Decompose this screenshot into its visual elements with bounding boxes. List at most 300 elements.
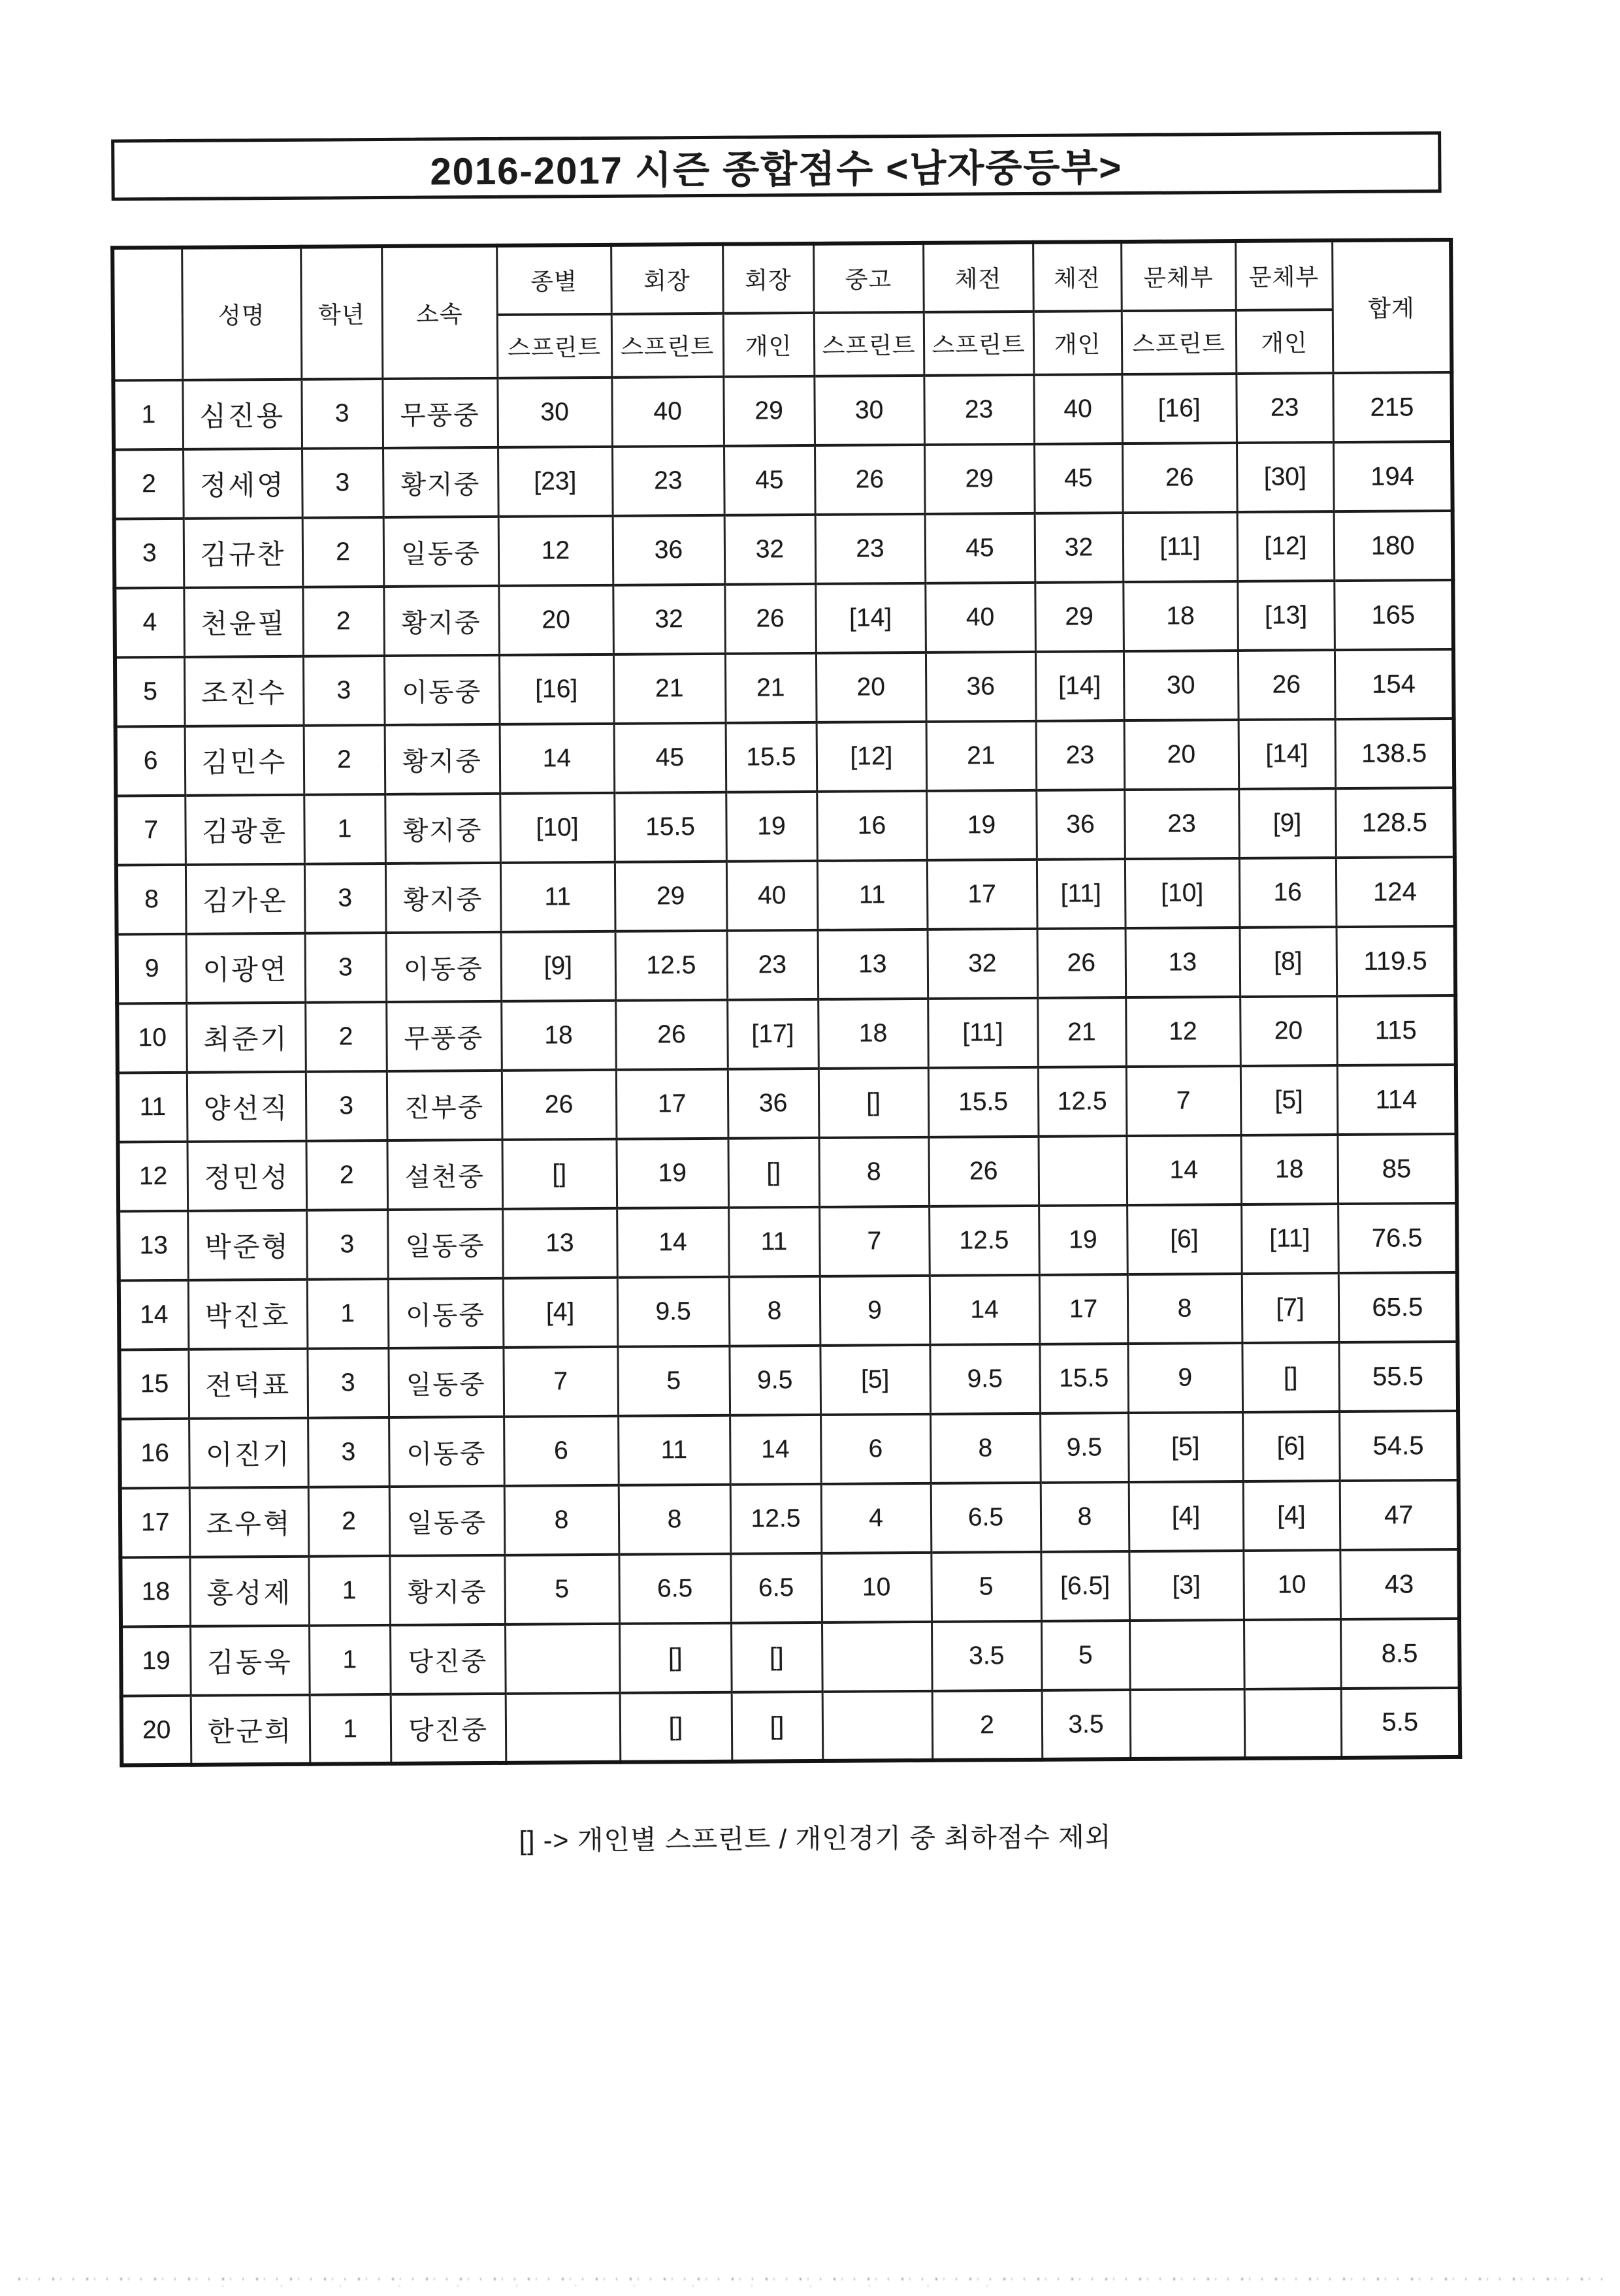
school-cell: 황지중 [385,863,501,933]
school-cell: 무풍중 [386,1001,502,1071]
score-cell: 17 [1039,1274,1128,1344]
score-cell: 32 [613,585,725,655]
table-row [116,857,1455,935]
total-cell: 43 [1340,1549,1459,1619]
table-row [121,1619,1460,1696]
grade-cell: 3 [301,379,383,449]
name-cell: 정세영 [183,449,302,519]
score-cell: 45 [1034,444,1123,513]
score-cell: 11 [500,862,615,932]
header-race-type: 개인 [723,313,815,377]
score-cell: 9.5 [930,1344,1040,1414]
table-row [114,580,1453,658]
score-cell: 12.5 [929,1206,1039,1276]
score-cell: [] [620,1692,732,1762]
score-cell: 26 [1037,928,1126,998]
header-race-type: 스프린트 [814,312,924,376]
school-cell: 일동중 [389,1486,505,1556]
score-cell: 21 [1037,997,1126,1067]
score-table [110,238,1462,1768]
score-cell: 12 [1126,997,1240,1067]
score-cell: 21 [926,721,1037,791]
total-cell: 85 [1337,1134,1457,1204]
name-cell: 한군희 [191,1695,310,1765]
score-cell: [4] [1243,1481,1340,1551]
grade-cell: 1 [304,794,385,864]
total-cell: 119.5 [1336,926,1456,996]
score-cell: [6.5] [1041,1551,1129,1621]
score-cell: [9] [1239,788,1336,858]
table-row [115,649,1454,727]
grade-cell: 3 [303,656,385,726]
score-cell: 9 [820,1276,930,1346]
name-cell: 김가온 [186,864,305,934]
header-event: 체전 [1033,242,1122,312]
grade-cell: 1 [308,1556,390,1626]
score-cell: 15.5 [1039,1344,1128,1414]
score-cell: [9] [501,931,616,1001]
score-cell: 5 [931,1552,1041,1622]
score-cell: 12.5 [730,1484,822,1554]
rank-cell: 18 [120,1557,190,1627]
score-cell [1244,1689,1342,1758]
score-cell: 8 [729,1276,820,1346]
header-event: 종별 [496,245,611,315]
name-cell: 정민성 [187,1141,306,1211]
score-cell: 14 [500,724,615,794]
score-cell: [10] [1125,858,1240,928]
score-cell: 5 [1041,1621,1130,1690]
score-cell: 10 [1243,1550,1340,1620]
table-row [113,372,1452,450]
score-cell: 13 [502,1208,617,1278]
table-row [119,1272,1458,1350]
score-cell: 7 [1126,1066,1241,1136]
score-cell: 15.5 [928,1067,1039,1137]
score-cell: 18 [1123,581,1238,651]
score-cell: 8 [619,1485,731,1555]
name-cell: 양선직 [187,1072,306,1142]
score-cell: 29 [615,862,727,931]
total-cell: 55.5 [1338,1342,1458,1412]
grade-cell: 3 [306,1210,388,1280]
score-cell: [23] [498,447,613,517]
score-cell: 8 [930,1414,1041,1483]
score-cell: 45 [614,723,726,793]
document-title: 2016-2017 시즌 종합점수 <남자중등부> [430,146,1123,193]
score-cell: 19 [1039,1205,1127,1275]
score-cell [1038,1136,1127,1206]
rank-cell: 14 [119,1280,189,1350]
score-cell: 26 [502,1070,617,1140]
score-cell: 30 [1124,651,1239,720]
score-cell: 32 [724,515,816,585]
header-race-type: 스프린트 [1122,310,1237,374]
table-row [118,1065,1457,1142]
rank-cell: 3 [114,519,184,589]
score-cell: [3] [1129,1551,1244,1621]
score-cell: 17 [927,860,1037,930]
score-cell: 12 [498,516,613,586]
score-cell: 18 [501,1001,616,1071]
name-cell: 이광연 [186,933,306,1003]
score-cell: 12.5 [615,931,728,1001]
grade-cell: 3 [304,864,386,933]
score-cell: [11] [1037,859,1126,929]
score-cell: [] [1242,1342,1339,1412]
header-race-type: 스프린트 [497,314,612,378]
school-cell: 황지중 [385,794,500,864]
score-cell: [12] [1237,511,1335,581]
rank-cell: 10 [117,1003,187,1073]
total-cell: 194 [1333,442,1453,511]
score-cell: 3.5 [932,1621,1042,1691]
name-cell: 조진수 [184,656,304,726]
name-cell: 김광훈 [185,795,304,865]
name-cell: 최준기 [186,1003,306,1073]
score-cell: [11] [1123,512,1238,582]
total-cell: 76.5 [1338,1203,1457,1273]
score-cell: 16 [817,791,927,861]
grade-cell: 3 [302,448,383,518]
school-cell: 이동중 [384,655,500,725]
score-cell: [8] [1240,927,1337,997]
score-cell: 36 [1036,790,1125,860]
score-cell: 14 [1126,1135,1241,1205]
header-event: 문체부 [1235,240,1333,310]
score-cell: 16 [1239,858,1336,928]
score-cell: 15.5 [614,792,726,862]
score-cell [822,1622,932,1692]
score-cell: [16] [1122,374,1237,444]
grade-cell: 2 [302,587,384,656]
score-cell: 40 [925,583,1035,653]
total-cell: 124 [1336,857,1455,927]
score-cell: [5] [1240,1065,1338,1135]
score-cell: 8 [504,1485,619,1555]
score-cell: 11 [728,1207,820,1277]
school-cell: 황지중 [389,1555,505,1625]
table-row [120,1549,1459,1627]
table-row [117,995,1456,1073]
total-cell: 114 [1337,1065,1457,1135]
score-cell: [] [731,1623,822,1692]
rank-cell: 15 [119,1350,189,1419]
score-cell: 18 [818,999,928,1069]
score-cell: 32 [928,929,1038,999]
name-cell: 이진기 [189,1418,308,1488]
table-row [118,1203,1457,1281]
score-cell [1130,1689,1245,1759]
score-cell: 23 [815,514,926,584]
scan-edge-artifact [18,2278,1603,2280]
header-grade: 학년 [300,246,382,380]
grade-cell: 1 [307,1279,389,1349]
score-cell: 19 [616,1139,728,1208]
score-cell: 20 [816,653,926,722]
score-cell: [4] [1129,1481,1244,1551]
score-cell: 23 [727,930,818,1000]
score-cell: 30 [497,378,612,447]
score-cell [1244,1619,1341,1689]
grade-cell: 1 [309,1625,391,1695]
score-cell: 14 [930,1275,1040,1345]
name-cell: 박준형 [187,1210,307,1280]
score-cell: [10] [500,793,615,863]
score-cell: 20 [498,585,613,655]
score-cell: 13 [818,930,928,999]
school-cell: 황지중 [383,586,499,656]
header-race-type: 개인 [1033,311,1122,375]
table-header [112,240,1451,381]
name-cell: 박진호 [188,1280,308,1350]
total-cell: 47 [1340,1480,1459,1550]
score-cell: [11] [1241,1204,1338,1274]
header-race-type: 스프린트 [611,314,724,378]
name-cell: 전덕표 [188,1349,308,1419]
rank-cell: 2 [114,449,184,519]
school-cell: 이동중 [388,1278,504,1348]
total-cell: 154 [1335,649,1454,719]
score-cell [505,1624,620,1694]
score-cell: 29 [1035,582,1124,652]
total-cell: 165 [1334,580,1453,650]
score-cell: 32 [1035,513,1124,583]
score-cell: [5] [1128,1412,1243,1482]
rank-cell: 7 [116,796,186,865]
table-row [114,511,1453,589]
table-row [120,1480,1459,1558]
score-cell: [7] [1242,1273,1339,1343]
score-cell: 13 [1126,928,1240,997]
grade-cell: 3 [308,1417,389,1487]
score-cell: [14] [1035,651,1124,721]
scan-edge-artifact [222,2285,1032,2287]
score-cell: [14] [1239,719,1336,789]
rank-cell: 13 [118,1211,188,1281]
total-cell: 8.5 [1340,1619,1460,1689]
name-cell: 김규찬 [184,518,303,588]
score-cell: 30 [814,376,924,445]
school-cell: 일동중 [387,1209,503,1279]
score-cell: 23 [1124,789,1239,859]
name-cell: 홍성제 [189,1557,309,1626]
header-event: 회장 [722,244,814,314]
header-event: 체전 [923,242,1033,312]
score-cell: 8 [1041,1482,1129,1552]
score-cell: 29 [924,444,1035,514]
header-race-type: 개인 [1236,310,1333,374]
rank-cell: 19 [121,1626,191,1696]
score-cell: 40 [726,861,818,931]
grade-cell: 3 [307,1348,389,1418]
score-cell: [] [619,1623,732,1693]
header-event: 회장 [611,244,723,314]
total-cell: 180 [1334,511,1453,581]
score-cell: 8 [818,1137,929,1207]
school-cell: 당진중 [390,1625,506,1694]
score-cell: 9 [1127,1343,1242,1413]
score-cell: 21 [725,653,817,723]
score-cell: 6 [820,1414,931,1484]
header-event: 문체부 [1121,241,1236,311]
total-cell: 54.5 [1339,1411,1459,1481]
score-cell: 26 [615,1000,728,1070]
score-cell: 21 [613,654,726,724]
score-cell: [6] [1242,1412,1340,1481]
score-cell: [] [818,1068,929,1138]
rank-cell: 11 [118,1073,187,1142]
school-cell: 진부중 [387,1071,502,1140]
score-cell: 29 [723,376,815,446]
score-cell: 6.5 [730,1553,822,1623]
rank-cell: 20 [122,1696,191,1766]
footnote: [] -> 개인별 스프린트 / 개인경기 중 최하점수 제외 [519,1822,1112,1856]
score-cell: 45 [724,445,815,515]
grade-cell: 1 [310,1694,391,1764]
total-cell: 215 [1333,372,1452,442]
rank-cell: 4 [114,588,184,658]
score-cell: [17] [727,999,818,1069]
score-cell: [5] [820,1345,930,1415]
score-cell: 11 [817,860,928,930]
rank-cell: 6 [116,726,186,796]
score-cell: [12] [817,722,927,792]
score-cell: [30] [1237,442,1334,512]
header-event: 중고 [813,243,924,313]
table-body [113,372,1460,1765]
score-cell: 20 [1124,720,1239,790]
score-cell: 12.5 [1038,1067,1127,1137]
school-cell: 이동중 [386,932,502,1002]
name-cell: 김민수 [185,726,304,796]
school-cell: 무풍중 [382,378,498,448]
rank-cell: 12 [118,1142,187,1212]
name-cell: 천윤필 [184,587,303,657]
total-cell: 65.5 [1338,1272,1458,1342]
score-cell: 7 [819,1206,930,1276]
total-cell: 128.5 [1335,788,1455,858]
score-cell: 6.5 [931,1483,1041,1553]
score-cell: 11 [618,1415,730,1485]
score-cell: 4 [821,1483,932,1553]
table-row [114,442,1453,519]
score-cell: 26 [1122,443,1237,513]
score-cell: [] [732,1692,823,1762]
score-cell [1129,1620,1244,1690]
name-cell: 김동욱 [190,1626,310,1696]
score-cell: 8 [1127,1274,1242,1344]
score-cell: 20 [1240,996,1337,1066]
score-cell: 23 [924,375,1034,445]
rank-cell: 5 [115,657,185,727]
score-cell: 19 [726,792,817,862]
score-cell: 18 [1240,1135,1338,1205]
score-cell: 14 [730,1415,821,1485]
score-cell: 23 [612,446,724,516]
score-cell: 10 [821,1553,932,1623]
score-cell: 45 [925,513,1035,583]
score-cell: 2 [932,1690,1043,1760]
rank-cell: 16 [120,1419,189,1489]
grade-cell: 2 [305,1002,387,1072]
score-cell: 26 [815,445,925,515]
score-cell: 36 [926,652,1036,722]
score-cell: 26 [928,1137,1039,1206]
school-cell: 일동중 [383,517,499,587]
score-cell: [6] [1127,1205,1242,1274]
score-cell [506,1693,621,1763]
header-race-type: 스프린트 [924,312,1034,376]
score-cell: 9.5 [1040,1413,1129,1483]
school-cell: 설천중 [387,1140,502,1210]
score-cell: 36 [613,515,725,585]
rank-cell: 9 [117,934,187,1004]
score-cell: 6 [504,1416,619,1486]
school-cell: 이동중 [389,1417,504,1487]
rank-cell: 17 [120,1488,190,1558]
score-cell: 9.5 [729,1346,820,1415]
score-cell: 5 [504,1555,619,1625]
score-cell: 3.5 [1042,1690,1131,1760]
score-cell: 40 [1033,374,1122,444]
table-row [117,926,1456,1004]
total-cell: 5.5 [1341,1688,1461,1758]
score-cell: [16] [499,655,614,724]
table-row [122,1688,1461,1766]
score-cell: [14] [815,583,926,653]
score-cell: [4] [503,1278,618,1348]
table-row [119,1342,1458,1419]
score-cell: 15.5 [726,722,817,792]
score-cell: 9.5 [617,1277,730,1347]
score-cell: 5 [617,1346,730,1416]
score-cell: [] [728,1138,819,1208]
name-cell: 심진용 [182,380,302,449]
score-cell: 36 [728,1069,819,1139]
header-total: 합계 [1332,240,1451,373]
table-row [116,719,1455,796]
name-cell: 조우혁 [189,1487,309,1557]
score-cell: 19 [926,790,1037,860]
school-cell: 황지중 [383,447,498,517]
grade-cell: 2 [302,517,384,587]
header-name: 성명 [182,247,301,380]
score-cell: 40 [611,377,724,447]
table-row [118,1134,1457,1212]
school-cell: 당진중 [391,1694,506,1764]
grade-cell: 2 [308,1487,390,1557]
score-cell: 23 [1036,720,1125,790]
title-box [111,131,1442,201]
total-cell: 115 [1336,995,1456,1065]
score-cell: [] [502,1139,617,1209]
score-cell: [13] [1237,581,1335,651]
score-cell: 14 [617,1208,729,1278]
grade-cell: 2 [304,725,385,795]
header-rank [112,248,182,381]
score-cell [822,1691,933,1761]
score-cell: 26 [1238,650,1335,720]
score-cell: [11] [928,998,1038,1068]
grade-cell: 3 [306,1071,387,1141]
rank-cell: 8 [116,865,186,935]
score-cell: 17 [616,1069,728,1139]
school-cell: 황지중 [385,724,500,794]
school-cell: 일동중 [388,1348,504,1417]
total-cell: 138.5 [1335,719,1455,788]
header-school: 소속 [381,246,497,379]
